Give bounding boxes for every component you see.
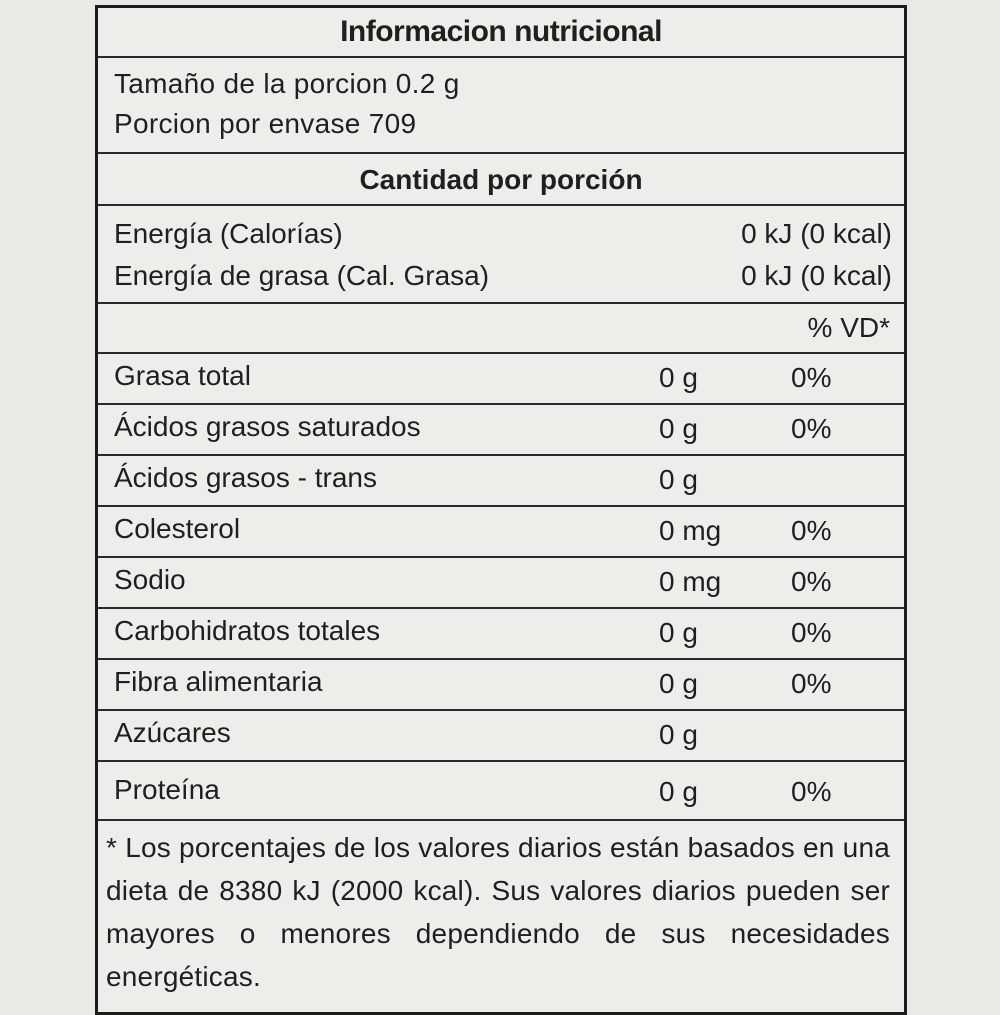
nutrient-amount: 0 g xyxy=(659,413,698,444)
nutrient-name: Colesterol xyxy=(114,513,241,544)
servings-per-container: Porcion por envase 709 xyxy=(114,108,417,139)
nutrient-row xyxy=(98,456,904,507)
nutrient-name: Ácidos grasos - trans xyxy=(114,462,377,493)
nutrient-name: Carbohidratos totales xyxy=(114,615,381,646)
serving-size: Tamaño de la porcion 0.2 g xyxy=(114,68,460,99)
daily-value-header-row xyxy=(98,304,904,354)
nutrient-daily-value: 0% xyxy=(791,362,832,393)
nutrient-name: Fibra alimentaria xyxy=(114,666,323,697)
nutrient-daily-value: 0% xyxy=(791,515,832,546)
nutrient-amount: 0 g xyxy=(659,464,698,495)
serving-info xyxy=(98,58,904,154)
energy-fat-label: Energía de grasa (Cal. Grasa) xyxy=(114,260,490,291)
nutrient-name: Ácidos grasos saturados xyxy=(114,411,421,442)
nutrient-name: Azúcares xyxy=(114,717,231,748)
nutrient-amount: 0 g xyxy=(659,362,698,393)
nutrient-daily-value: 0% xyxy=(791,617,832,648)
nutrient-daily-value: 0% xyxy=(791,413,832,444)
nutrient-daily-value: 0% xyxy=(791,566,832,597)
nutrition-facts-label xyxy=(95,5,907,1015)
nutrient-daily-value: 0% xyxy=(791,668,832,699)
energy-fat-value: 0 kJ (0 kcal) xyxy=(741,260,892,291)
nutrient-row xyxy=(98,660,904,711)
energy-section xyxy=(98,206,904,304)
nutrient-amount: 0 g xyxy=(659,668,698,699)
nutrient-amount: 0 mg xyxy=(659,515,722,546)
nutrient-row xyxy=(98,558,904,609)
nutrient-name: Grasa total xyxy=(114,360,251,391)
nutrient-row xyxy=(98,507,904,558)
daily-value-header: % VD* xyxy=(807,312,890,343)
nutrient-row xyxy=(98,354,904,405)
nutrient-amount: 0 g xyxy=(659,617,698,648)
nutrient-amount: 0 mg xyxy=(659,566,722,597)
nutrient-row xyxy=(98,405,904,456)
nutrient-name: Proteína xyxy=(114,774,220,805)
nutrient-row xyxy=(98,762,904,821)
nutrient-daily-value: 0% xyxy=(791,776,832,807)
nutrient-name: Sodio xyxy=(114,564,186,595)
energy-calories-label: Energía (Calorías) xyxy=(114,218,343,249)
nutrient-amount: 0 g xyxy=(659,719,698,750)
daily-value-footnote: * Los porcentajes de los valores diarios están basados en una dieta de 8380 kJ (2000 kcal). Sus valores diarios pueden ser mayores o menores dependiendo de sus necesidades energéticas. xyxy=(106,832,890,992)
nutrient-row xyxy=(98,711,904,762)
amount-per-serving-header: Cantidad por porción xyxy=(98,154,904,206)
energy-calories-value: 0 kJ (0 kcal) xyxy=(741,218,892,249)
nutrient-amount: 0 g xyxy=(659,776,698,807)
label-title: Informacion nutricional xyxy=(98,8,904,58)
nutrient-row xyxy=(98,609,904,660)
